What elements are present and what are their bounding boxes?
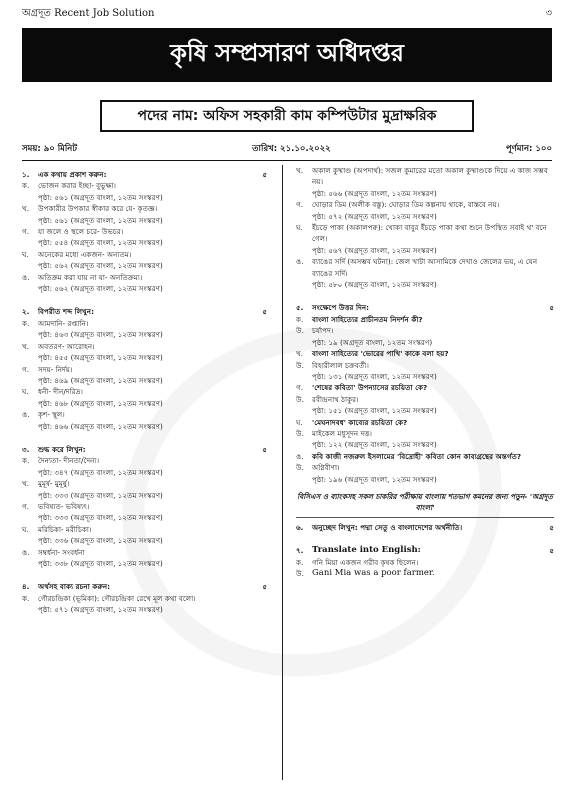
page-reference: পৃষ্ঠা: ৫৮০ (অগ্রদূত বাংলা, ১২তম সংস্করণ) (312, 280, 437, 290)
page-reference: পৃষ্ঠা: ৪৫৫ (অগ্রদূত বাংলা, ১২তম সংস্করণ) (38, 353, 163, 363)
right-column (296, 165, 554, 579)
answer-item: ঘ. অনেকের মধ্যে একজন- অন্যতম। (22, 249, 132, 259)
question-item: ক. গনি মিয়া একজন গরীব কৃষক ছিলেন। (296, 557, 419, 567)
post-name-box: পদের নাম: অফিস সহকারী কাম কম্পিউটার মুদ্রাক্ষরিক (100, 100, 474, 132)
question-item: গ. 'শেষের কবিতা' উপন্যাসের রচয়িতা কে? (296, 383, 428, 393)
page-reference: পৃষ্ঠা: ৩৩৩ (অগ্রদূত বাংলা, ১২তম সংস্করণ) (38, 513, 163, 523)
exam-date: তারিখ: ২১.১০.২০২২ (252, 144, 331, 154)
left-column (22, 165, 267, 616)
answer-item: গ. যা জলে ও স্থলে চরে- উভচর। (22, 227, 124, 237)
exam-meta (22, 142, 552, 161)
question-item: ঘ. 'মেঘনাদবধ' কাব্যের রচয়িতা কে? (296, 417, 408, 427)
answer-item: গ. সদয়- নির্দয়। (22, 364, 73, 374)
answer-item: ক. ভোজন করার ইচ্ছা- বুভুক্ষা। (22, 181, 117, 191)
page-reference: পৃষ্ঠা: ১৫১ (অগ্রদূত বাংলা, ১২তম সংস্করণ) (312, 406, 437, 416)
page-reference: পৃষ্ঠা: ৫৬৬ (অগ্রদূত বাংলা, ১২তম সংস্করণ) (312, 188, 437, 198)
question-item: ক. বাংলা সাহিত্যের প্রাচীনতম নিদর্শন কী? (296, 314, 423, 324)
question-item: ঙ. কবি কাজী নজরুল ইসলামের 'বিদ্রোহী' কবিতা কোন কাব্যগ্রন্থের অন্তর্গত? (296, 451, 522, 461)
page-reference: পৃষ্ঠা: ৫৬১ (অগ্রদূত বাংলা, ১২তম সংস্করণ) (38, 215, 163, 225)
answer-item: ঘ. মরিচিকা- মরীচিকা। (22, 524, 92, 534)
answer-item: ক. দৈন্যতা- দীনতা/দৈন্য। (22, 456, 100, 466)
question-item: খ. বাংলা সাহিত্যের 'ভোরের পাখি' কাকে বলা হয়? (296, 349, 449, 359)
page-reference: পৃষ্ঠা: ৩৪৭ (অগ্রদূত বাংলা, ১২তম সংস্করণ) (38, 467, 163, 477)
section-heading: ১. এক কথায় প্রকাশ করুন: ৫ (22, 170, 267, 179)
answer-item: উ. রবীন্দ্রনাথ ঠাকুর। (296, 394, 359, 404)
answer-item: ঙ. অতিক্রম করা যায় না যা- অনতিক্রম্য। (22, 272, 143, 282)
answer-item: ঘ. ইঁচড়ে পাকা (অকালপক্ব): খোকা বাবুর ইঁচড়ে পাকা কথা শুনে উপস্থিত সবাই থ' বনে গেল। (296, 223, 547, 244)
answer-item: ঙ. কৃশ- স্থূল। (22, 410, 65, 420)
page-reference: পৃষ্ঠা: ৪৬৩ (অগ্রদূত বাংলা, ১২তম সংস্করণ) (38, 330, 163, 340)
exam-banner: কৃষি সম্প্রসারণ অধিদপ্তর (22, 28, 552, 82)
page-reference: পৃষ্ঠা: ১৯ (অগ্রদূত বাংলা, ১২তম সংস্করণ) (312, 337, 433, 347)
page-reference: পৃষ্ঠা: ৫৬৭ (অগ্রদূত বাংলা, ১২তম সংস্করণ) (312, 245, 437, 255)
answer-item: উ. চর্যাপদ। (296, 326, 334, 336)
answer-item: খ. অবতরণ- আরোহন। (22, 341, 95, 351)
page-reference: পৃষ্ঠা: ১২২ (অগ্রদূত বাংলা, ১২তম সংস্করণ) (312, 440, 437, 450)
answer-item: ঙ. ব্যাঙের সর্দি (অসম্ভব ঘটনা): জেল খাটা আসামিকে দেখাও জেলের ভয়, এ যেন ব্যাঙের সর্দি। (296, 257, 538, 278)
answer-item: ক. গৌরচন্দ্রিকা (ভূমিকা): গৌরচন্দ্রিকা রেখে মূল কথা বলো। (22, 593, 196, 603)
answer-item: ঙ. সম্বর্ধনা- সংবর্ধনা (22, 547, 85, 557)
section-heading: ৩. শুদ্ধ করে লিখুন: ৫ (22, 444, 267, 454)
exam-time: সময়: ৯০ মিনিট (22, 144, 77, 154)
answer-item: খ. অকাল কুষ্মাণ্ড (অপদার্থ): সজল কুমারের মতো অকাল কুষ্মাণ্ডকে দিয়ে এ কাজ সম্ভব নয়। (296, 166, 548, 187)
page-reference: পৃষ্ঠা: ৫৬২ (অগ্রদূত বাংলা, ১২তম সংস্করণ) (38, 261, 163, 271)
page-reference: পৃষ্ঠা: ৩৩৮ (অগ্রদূত বাংলা, ১২তম সংস্করণ) (38, 559, 163, 568)
answer-item: উ. মাইকেল মধুসূদন দত্ত। (296, 428, 372, 438)
answer-item: খ. মুমূর্ষ- মুমূর্ষু। (22, 479, 70, 489)
page-reference: পৃষ্ঠা: ৪৬৬ (অগ্রদূত বাংলা, ১২তম সংস্করণ) (38, 421, 163, 431)
page-reference: পৃষ্ঠা: ১৩১ (অগ্রদূত বাংলা, ১২তম সংস্করণ) (312, 371, 437, 381)
page-reference: পৃষ্ঠা: ১৯৬ (অগ্রদূত বাংলা, ১২তম সংস্করণ) (312, 474, 437, 484)
page-reference: পৃষ্ঠা: ৩৩৬ (অগ্রদূত বাংলা, ১২তম সংস্করণ) (38, 536, 163, 546)
section-heading: ৪. অর্থসহ বাক্য রচনা করুন: ৫ (22, 582, 267, 592)
section-heading: ৬. অনুচ্ছেদ লিখুন: পদ্মা সেতু ও বাংলাদেশের অর্থনীতি। ৫ (296, 522, 554, 532)
page-reference: পৃষ্ঠা: ৫৫৪ (অগ্রদূত বাংলা, ১২তম সংস্করণ) (38, 238, 163, 248)
section-heading: ২. বিপরীত শব্দ লিখুন: ৫ (22, 307, 267, 317)
page-reference: পৃষ্ঠা: ৫৭২ (অগ্রদূত বাংলা, ১২তম সংস্করণ) (312, 211, 437, 221)
answer-item: উ. অগ্নিবীণা। (296, 463, 340, 473)
exam-marks: পূর্ণমান: ১০০ (505, 144, 552, 154)
answer-item: গ. ঘোড়ার ডিম (অলীক বস্তু): ঘোড়ার ডিম কল্পনায় থাকে, বাস্তবে নয়। (296, 200, 500, 210)
answer-item: উ. Gani Mia was a poor farmer. (296, 568, 435, 578)
answer-item: উ. বিহারীলাল চক্রবর্তী। (296, 360, 369, 370)
page-reference: পৃষ্ঠা: ৫৬১ (অগ্রদূত বাংলা, ১২তম সংস্করণ) (38, 192, 163, 202)
column-divider (282, 165, 283, 780)
page-number: ৩ (545, 8, 552, 19)
page-reference: পৃষ্ঠা: ৫৬২ (অগ্রদূত বাংলা, ১২তম সংস্করণ) (38, 284, 163, 294)
page-reference: পৃষ্ঠা: ৫৭১ (অগ্রদূত বাংলা, ১২তম সংস্করণ) (38, 605, 163, 615)
running-head-title: অগ্রদূত Recent Job Solution (22, 8, 155, 19)
answer-item: ঘ. ধনী- দীন/দরিদ্র। (22, 387, 83, 397)
page-reference: পৃষ্ঠা: ৪৬৮ (অগ্রদূত বাংলা, ১২তম সংস্করণ) (38, 398, 163, 408)
answer-item: খ. উপকারীর উপকার স্বীকার করে যে- কৃতজ্ঞ। (22, 204, 158, 214)
section-heading: ৫. সংক্ষেপে উত্তর দিন: ৫ (296, 303, 554, 313)
page-reference: পৃষ্ঠা: ৪৬৯ (অগ্রদূত বাংলা, ১২তম সংস্করণ) (38, 375, 163, 385)
promo-banner: বিসিএস ও ব্যাংকসহ সকল চাকরির পরীক্ষায় বাংলায় শতভাগ কমনের জন্য পড়ুন- 'অগ্রদূত বাংলা' (296, 491, 554, 518)
running-head (22, 6, 552, 22)
section-heading: ৭. Translate into English: ৫ (296, 545, 554, 556)
answer-item: গ. ভবিষ্যত- ভবিষ্যৎ। (22, 501, 90, 511)
page-reference: পৃষ্ঠা: ৩৩৩ (অগ্রদূত বাংলা, ১২তম সংস্করণ) (38, 490, 163, 500)
answer-item: ক. আমদানি- রপ্তানি। (22, 318, 89, 328)
